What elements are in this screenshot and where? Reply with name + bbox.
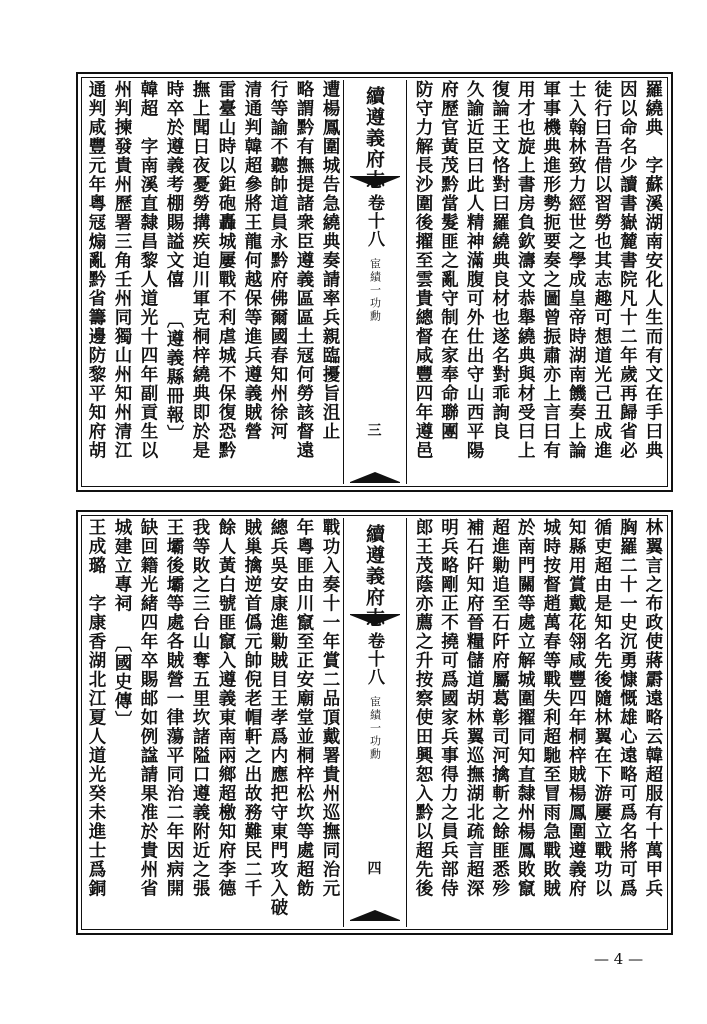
juan-label: 卷十八: [364, 194, 384, 248]
text-column: 遭楊鳳圍城告急繞典奏請率兵親臨擾旨沮止: [320, 80, 340, 441]
text-column: 胸羅二十一史沉勇慷慨雄心遠略可爲名將可爲: [617, 518, 638, 898]
text-column: 缺回籍光緒四年卒賜邮如例諡請果准於貴州省: [138, 518, 158, 898]
text-column: 州判揀發貴州歷署三角壬州同獨山州知州清江: [112, 80, 132, 460]
text-column: 羅繞典 字蘇溪湖南安化人生而有文在手曰典: [642, 80, 663, 460]
text-column: 軍事機典進形勢扼要奏之圖曾振肅亦上言曰有: [540, 80, 561, 460]
page-number: 三: [367, 423, 382, 439]
text-column: 城時按督趙萬春等戰失利超馳至冒雨急戰敗賊: [540, 518, 561, 898]
page-panel-bottom: [76, 510, 673, 935]
text-column: 王成璐 字康香湖北江夏人道光癸未進士爲銅: [86, 518, 106, 898]
text-column: 府歷官黃茂黔當髮匪之亂守制在家奉命聯團: [438, 80, 459, 441]
page-footer-number: — 4 —: [594, 950, 644, 968]
text-column: 超進勦追至石阡府屬葛彰司河擒斬之餘匪悉殄: [489, 518, 510, 898]
center-margin-band: [343, 518, 407, 927]
center-margin-band: [343, 80, 407, 484]
fishtail-mark: [350, 906, 400, 921]
text-column: 防守力解長沙圍後擢至雲貴總督咸豐四年遵邑: [413, 80, 433, 460]
text-column: 時卒於遵義考棚賜謚文僖 〔遵義縣冊報〕: [164, 80, 184, 444]
text-column: 通判咸豐元年粵冦煽亂黔省籌邊防黎平知府胡: [86, 80, 106, 460]
text-column: 我等敗之三台山奪五里坎諸隘口遵義附近之張: [190, 518, 210, 898]
text-column: 久諭近臣曰此人精神滿腹可外仕出守山西平陽: [464, 80, 485, 460]
text-column: 用才也旋上書房負欽濤文恭舉繞典與材受曰上: [515, 80, 536, 460]
text-column: 明兵略剛正不撓可爲國家兵事得力之員兵部侍: [438, 518, 459, 898]
text-column: 郎王茂蔭亦薦之升按察使田興恕入黔以超先後: [413, 518, 433, 898]
right-text-block: [413, 80, 663, 484]
text-column: 補石阡知府晉糧儲道胡林翼巡撫湖北疏言超深: [464, 518, 485, 898]
page-number: 四: [367, 861, 382, 877]
page-panel-top: [76, 72, 673, 492]
book-title: 續遵義府志: [363, 86, 385, 191]
section-label: 宦績一功勳: [368, 258, 382, 323]
text-column: 總兵吳安康進勦賊目王孝爲内應把守東門攻入破: [268, 518, 288, 917]
text-column: 撫上聞日夜憂勞搆疾迫川軍克桐梓繞典即於是: [190, 80, 210, 460]
text-column: 城建立專祠 〔國史傳〕: [112, 518, 132, 730]
left-text-block: [86, 80, 340, 484]
text-column: 韓超 字南溪直隸昌黎人道光十四年副貢生以: [138, 80, 158, 460]
juan-label: 卷十八: [364, 632, 384, 686]
text-column: 餘人黃白號匪竄入遵義東南兩鄉超檄知府李德: [216, 518, 236, 898]
book-title: 續遵義府志: [363, 524, 385, 629]
fishtail-mark: [350, 176, 400, 191]
text-column: 王壩後壩等處各賊營一律蕩平同治二年因病開: [164, 518, 184, 898]
text-column: 於南門關等處立解城圍擢同知直隸州楊鳳敗竄: [515, 518, 536, 898]
text-column: 雷臺山時以鉅砲轟城屢戰不利虐城不保復恐黔: [216, 80, 236, 460]
text-column: 徒行曰吾借以習勞也其志趣可想道光己丑成進: [591, 80, 612, 460]
text-column: 行等諭不聽帥道員永黔府佛爾國春知州徐河: [268, 80, 288, 441]
text-column: 林翼言之布政使蔣霨遠略云韓超服有十萬甲兵: [642, 518, 663, 898]
text-column: 略謂黔有撫提諸衆臣遵義區區土冦何勞該督遠: [294, 80, 314, 460]
section-label: 宦績一功勳: [368, 696, 382, 761]
right-text-block: [413, 518, 663, 927]
text-column: 戰功入奏十一年賞二品頂戴署貴州巡撫同治元: [320, 518, 340, 898]
left-text-block: [86, 518, 340, 927]
text-column: 因以命名少讀書嶽麓書院凡十二年歲再歸省必: [617, 80, 638, 460]
fishtail-mark: [350, 468, 400, 483]
fishtail-mark: [350, 614, 400, 629]
text-column: 循吏超由是知名先後隨林翼在下游屢立戰功以: [591, 518, 612, 898]
text-column: 知縣用賞戴花翎咸豐四年桐梓賊楊鳳圍遵義府: [566, 518, 587, 898]
text-column: 清通判韓超參將王龍何越保等進兵遵義賊營: [242, 80, 262, 441]
text-column: 士入翰林致力經世之學成皇帝時湖南饑奏上論: [566, 80, 587, 460]
text-column: 復論王文恪對曰羅繞典良材也遂名對乖詢良: [489, 80, 510, 441]
text-column: 年粵匪由川竄至正安廟堂並桐梓松坎等處超飭: [294, 518, 314, 898]
text-column: 賊巢擒逆首僞元帥倪老帽軒之出故務難民二千: [242, 518, 262, 898]
